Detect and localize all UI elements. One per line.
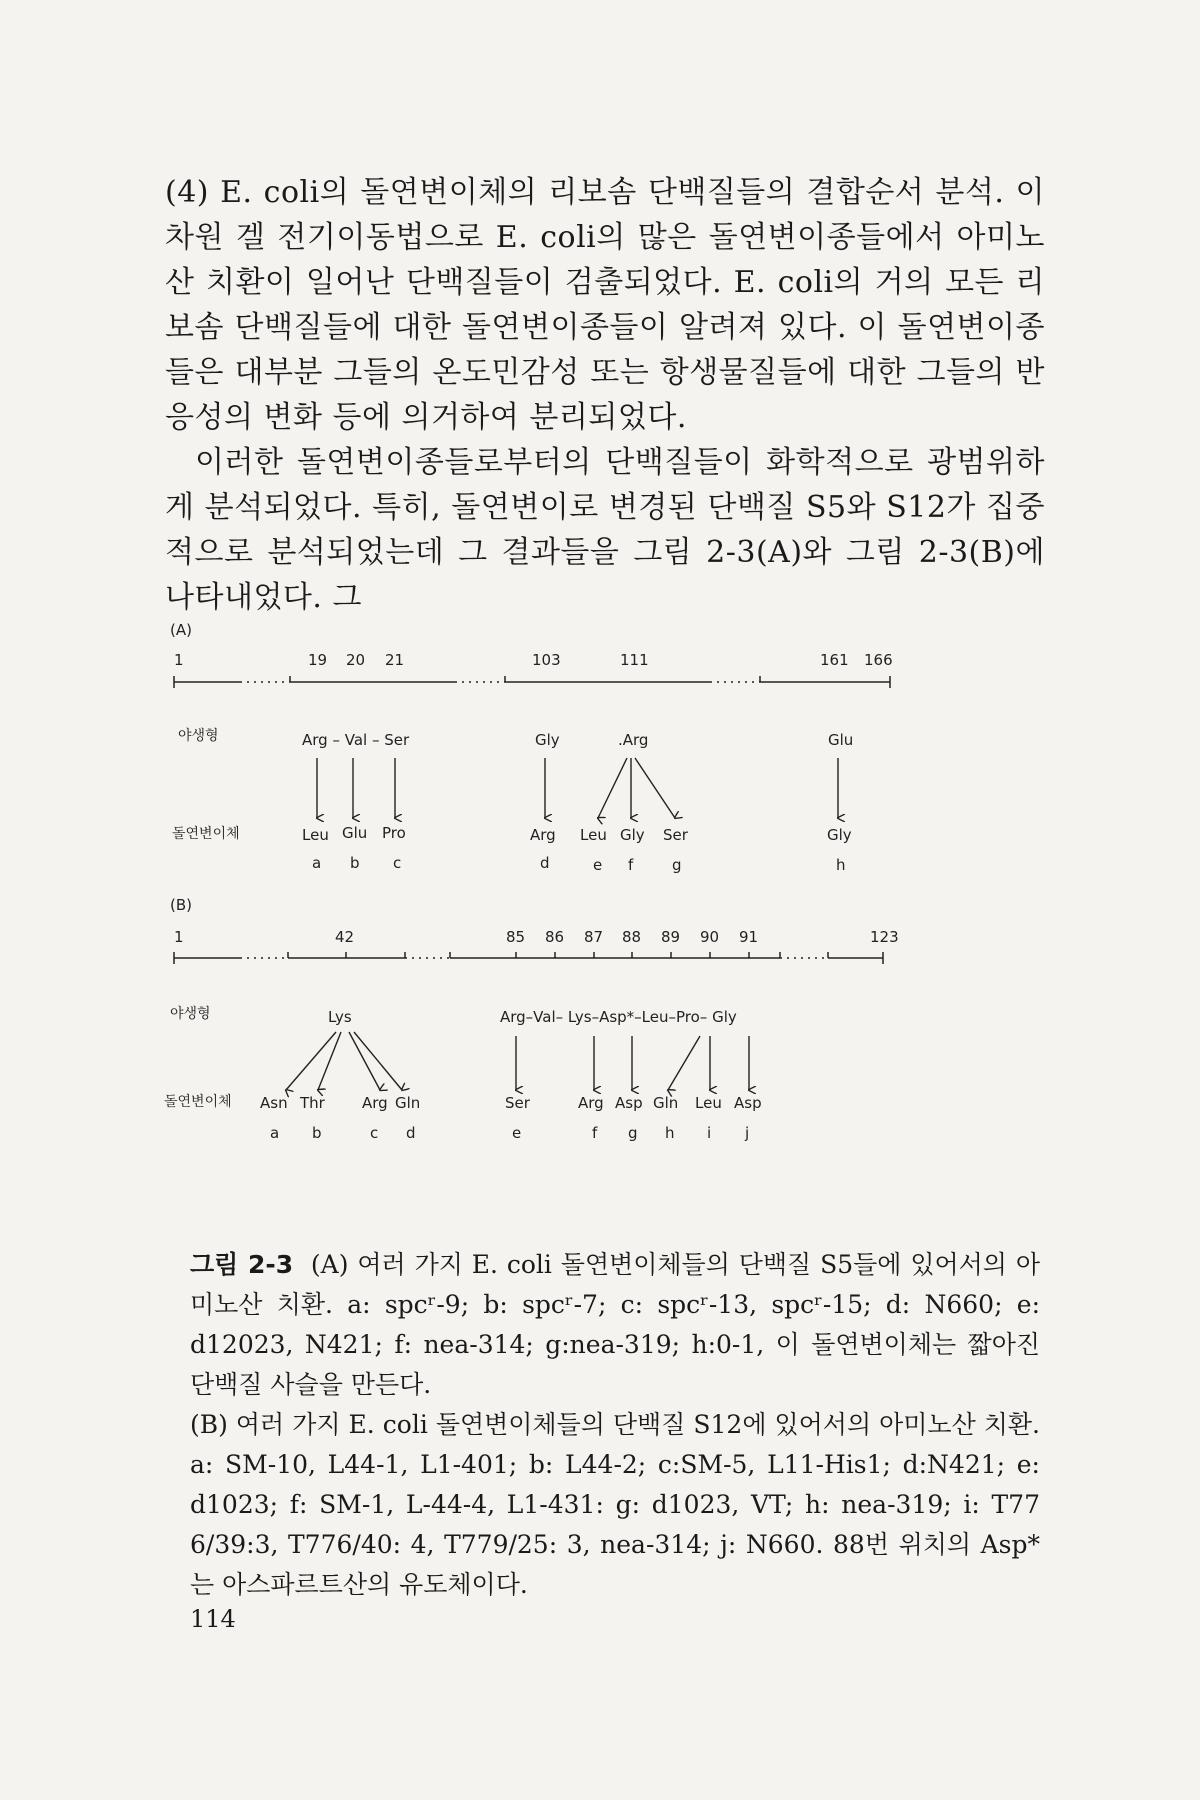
a-letter-d: d bbox=[540, 854, 550, 872]
b-pos-1: 1 bbox=[174, 928, 184, 946]
b-mut-asp: Asp bbox=[615, 1094, 643, 1112]
a-mut-leu2: Leu bbox=[580, 826, 607, 844]
b-letter-c: c bbox=[370, 1124, 379, 1142]
figure-2-3 bbox=[150, 620, 1050, 1180]
a-mutant-label: 돌연변이체 bbox=[172, 826, 240, 842]
a-letter-h: h bbox=[836, 856, 846, 874]
a-pos-161: 161 bbox=[820, 651, 849, 669]
a-pos-111: 111 bbox=[620, 651, 649, 669]
b-mut-asp2: Asp bbox=[734, 1094, 762, 1112]
b-letter-g: g bbox=[628, 1124, 638, 1142]
b-mut-gln: Gln bbox=[395, 1094, 421, 1112]
panel-b-arrows bbox=[286, 1032, 749, 1090]
b-mut-asn: Asn bbox=[260, 1094, 288, 1112]
paragraph-2: 이러한 돌연변이종들로부터의 단백질들이 화학적으로 광범위하게 분석되었다. 특히, 돌연변이로 변경된 단백질 S5와 S12가 집중적으로 분석되었는데 그 결과들을 그림 2-3(A)와 그림 2-3(B)에 나타내었다. 그 bbox=[165, 445, 1045, 615]
caption-label: 그림 2-3 bbox=[190, 1250, 294, 1279]
a-pos-103: 103 bbox=[532, 651, 561, 669]
panel-b-sequence-line bbox=[174, 952, 883, 964]
a-pos-1: 1 bbox=[174, 651, 184, 669]
b-pos-90: 90 bbox=[700, 928, 720, 946]
panel-b-label: (B) bbox=[170, 896, 192, 914]
b-mut-arg2: Arg bbox=[578, 1094, 604, 1112]
a-wild-arg111: .Arg bbox=[618, 731, 649, 749]
a-pos-19: 19 bbox=[308, 651, 328, 669]
b-pos-87: 87 bbox=[584, 928, 604, 946]
a-wild-gly: Gly bbox=[535, 731, 560, 749]
panel-a-label: (A) bbox=[170, 621, 192, 639]
b-letter-d: d bbox=[406, 1124, 416, 1142]
b-mut-thr: Thr bbox=[300, 1094, 325, 1112]
a-pos-21: 21 bbox=[385, 651, 405, 669]
panel-a-sequence-line bbox=[174, 676, 890, 688]
b-pos-42: 42 bbox=[335, 928, 355, 946]
a-pos-20: 20 bbox=[346, 651, 366, 669]
b-pos-91: 91 bbox=[739, 928, 759, 946]
b-mut-ser: Ser bbox=[505, 1094, 530, 1112]
caption-part-b: (B) 여러 가지 E. coli 돌연변이체들의 단백질 S12에 있어서의 아미노산 치환. a: SM-10, L44-1, L1-401; b: L44-2; c:SM-5, L11-His1; d:N421; e: d1023; f: SM-1, L-44-4, L1-431: g: d1023, VT; h: nea-319; i: T77 6/39:3, T776/40: 4, T779/25: 3, nea-314; j: N660. 88번 위치의 Asp*는 아스파르트산의 유도체이다. bbox=[190, 1410, 1040, 1599]
a-letter-e: e bbox=[593, 856, 603, 874]
a-mut-gly: Gly bbox=[620, 826, 645, 844]
a-letter-f: f bbox=[628, 856, 634, 874]
paragraph-1: (4) E. coli의 돌연변이체의 리보솜 단백질들의 결합순서 분석. 이차원 겔 전기이동법으로 E. coli의 많은 돌연변이종들에서 아미노산 치환이 일어난 단백질들이 검출되었다. E. coli의 거의 모든 리보솜 단백질들에 대한 돌연변이종들이 알려져 있다. 이 돌연변이종들은 대부분 그들의 온도민감성 또는 항생물질들에 대한 그들의 반응성의 변화 등에 의거하여 분리되었다. bbox=[165, 175, 1045, 435]
b-pos-89: 89 bbox=[661, 928, 681, 946]
a-letter-b: b bbox=[350, 854, 360, 872]
b-letter-b: b bbox=[312, 1124, 322, 1142]
b-wild-lys: Lys bbox=[328, 1008, 352, 1026]
a-mut-pro: Pro bbox=[382, 824, 406, 842]
a-letter-a: a bbox=[312, 854, 322, 872]
b-pos-86: 86 bbox=[545, 928, 565, 946]
b-letter-h: h bbox=[665, 1124, 675, 1142]
b-letter-j: j bbox=[745, 1124, 750, 1142]
b-letter-f: f bbox=[592, 1124, 598, 1142]
a-letter-g: g bbox=[672, 856, 682, 874]
a-pos-166: 166 bbox=[864, 651, 893, 669]
a-mut-gly2: Gly bbox=[827, 826, 852, 844]
body-text bbox=[165, 170, 1045, 620]
b-wild-seq: Arg–Val– Lys–Asp*–Leu–Pro– Gly bbox=[500, 1008, 737, 1026]
b-wild-type-label: 야생형 bbox=[170, 1006, 211, 1022]
b-letter-e: e bbox=[512, 1124, 522, 1142]
a-wild-type-label: 야생형 bbox=[178, 728, 219, 744]
a-wild-seq: Arg – Val – Ser bbox=[302, 731, 410, 749]
b-pos-85: 85 bbox=[506, 928, 526, 946]
page-number: 114 bbox=[190, 1605, 236, 1633]
b-mut-arg: Arg bbox=[362, 1094, 388, 1112]
figure-caption bbox=[190, 1245, 1040, 1605]
b-mut-gln2: Gln bbox=[653, 1094, 679, 1112]
a-letter-c: c bbox=[393, 854, 402, 872]
b-letter-a: a bbox=[270, 1124, 280, 1142]
b-pos-123: 123 bbox=[870, 928, 899, 946]
b-mut-leu: Leu bbox=[695, 1094, 722, 1112]
panel-a-arrows bbox=[317, 758, 838, 818]
b-mutant-label: 돌연변이체 bbox=[164, 1094, 232, 1110]
caption-a-text: (A) 여러 가지 E. coli 돌연변이체들의 단백질 S5들에 있어서의 아미노산 치환. a: spcʳ-9; b: spcʳ-7; c: spcʳ-13, spcʳ-15; d: N660; e: d12023, N421; f: nea-314; g:nea-319; h:0-1, 이 돌연변이체는 짧아진 단백질 사슬을 만든다. bbox=[190, 1250, 1040, 1399]
a-mut-leu: Leu bbox=[302, 826, 329, 844]
caption-part-a bbox=[190, 1245, 1040, 1405]
a-mut-arg: Arg bbox=[530, 826, 556, 844]
b-letter-i: i bbox=[707, 1124, 712, 1142]
a-mut-glu: Glu bbox=[342, 824, 368, 842]
b-pos-88: 88 bbox=[622, 928, 642, 946]
a-mut-ser: Ser bbox=[663, 826, 688, 844]
a-wild-glu: Glu bbox=[828, 731, 854, 749]
